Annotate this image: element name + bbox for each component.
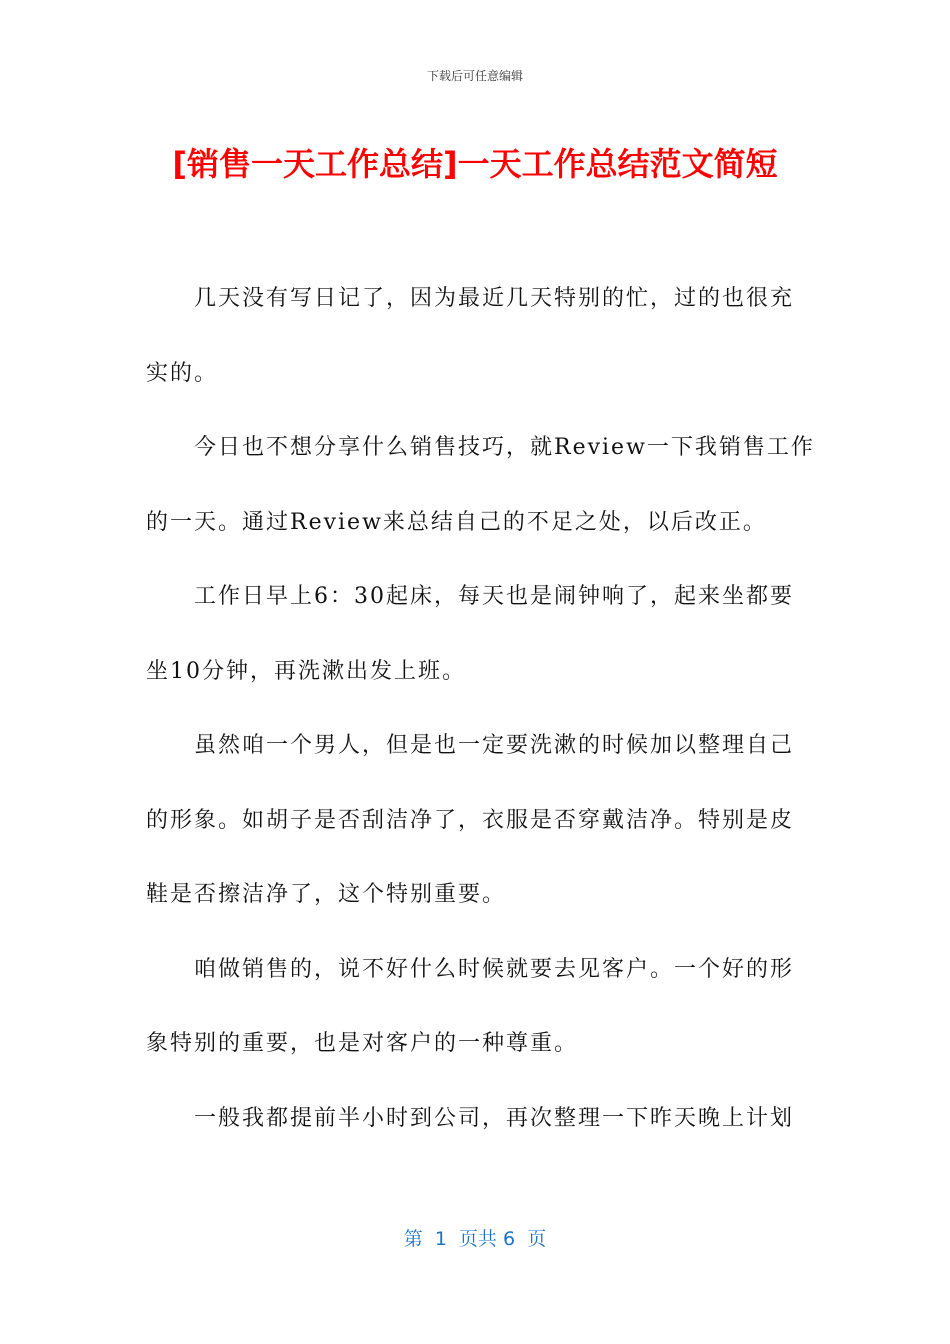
document-body — [146, 262, 815, 1156]
text-line: 今日也不想分享什么销售技巧，就Review一下我销售工作 — [194, 435, 815, 460]
text-line: 一般我都提前半小时到公司，再次整理一下昨天晚上计划 — [194, 1105, 795, 1131]
paragraph-6 — [146, 1082, 806, 1157]
paragraph-4 — [146, 709, 806, 933]
paragraph-5 — [146, 933, 806, 1082]
text-line: 咱做销售的，说不好什么时候就要去见客户。一个好的形 — [194, 956, 795, 982]
paragraph-2 — [146, 411, 815, 560]
text-line: 的一天。通过Review来总结自己的不足之处，以后改正。 — [146, 509, 767, 535]
document-title: [销售一天工作总结]一天工作总结范文简短 — [172, 145, 778, 183]
text-line: 虽然咱一个男人，但是也一定要洗漱的时候加以整理自己 — [194, 733, 795, 758]
text-line: 实的。 — [146, 360, 219, 386]
text-line: 象特别的重要，也是对客户的一种尊重。 — [146, 1031, 579, 1056]
text-line: 工作日早上6：30起床，每天也是闹钟响了，起来坐都要 — [194, 584, 794, 609]
paragraph-3 — [146, 560, 806, 709]
paragraph-1 — [146, 262, 806, 411]
header-note: 下载后可任意编辑 — [426, 69, 523, 83]
text-line: 坐10分钟，再洗漱出发上班。 — [146, 658, 466, 684]
text-line: 几天没有写日记了，因为最近几天特别的忙，过的也很充 — [194, 286, 795, 311]
text-line: 的形象。如胡子是否刮洁净了，衣服是否穿戴洁净。特别是皮 — [146, 807, 795, 833]
text-line: 鞋是否擦洁净了，这个特别重要。 — [146, 882, 507, 907]
page-number-footer: 第 1 页共 6 页 — [403, 1228, 547, 1250]
